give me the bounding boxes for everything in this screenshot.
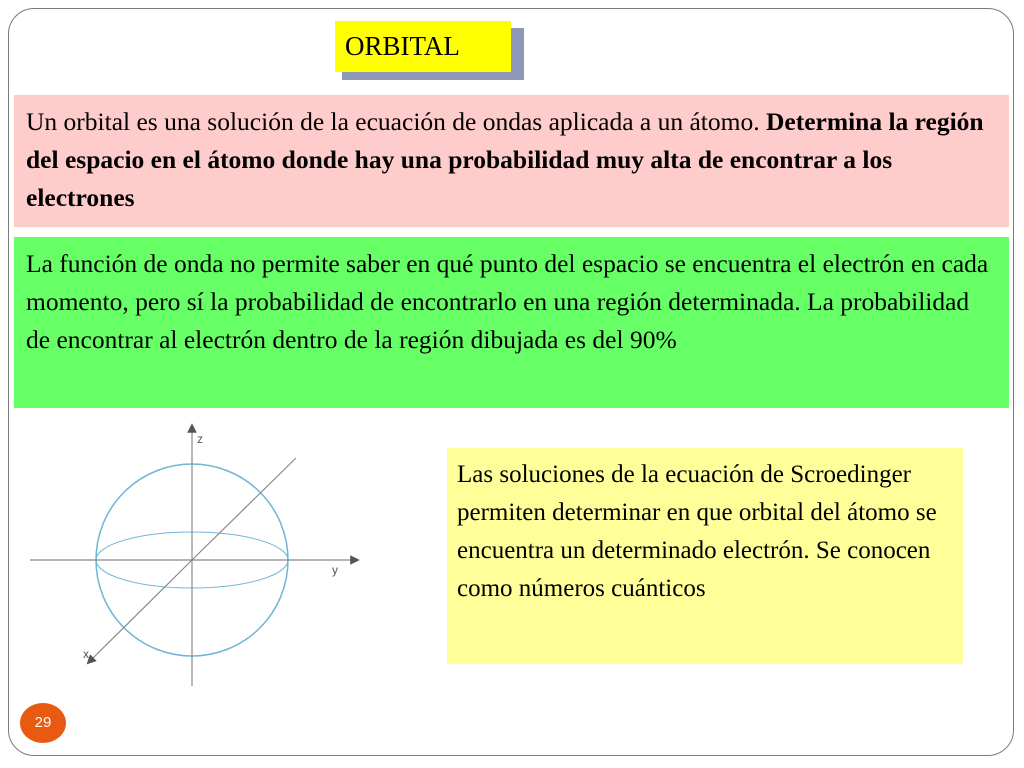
y-axis-label: y	[332, 563, 338, 577]
solutions-box	[447, 448, 963, 664]
x-axis	[90, 560, 192, 661]
page-number-badge: 29	[20, 703, 66, 743]
solutions-text: Las soluciones de la ecuación de Scroedinger permiten determinar en que orbital del átomo se encuentra un determinado electrón. Se conocen como números cuánticos	[457, 461, 937, 602]
definition-box	[14, 95, 1009, 227]
definition-text: Un orbital es una solución de la ecuación de ondas aplicada a un átomo.	[26, 107, 766, 136]
definition-bold-text: Determina la región del espacio en el átomo donde hay una probabilidad muy alta de encontrar a los electrones	[26, 107, 984, 212]
slide-title: ORBITAL	[335, 21, 511, 72]
wave-function-box	[14, 237, 1009, 408]
orbital-sphere-diagram	[20, 418, 370, 693]
wave-function-text: La función de onda no permite saber en qué punto del espacio se encuentra el electrón en cada momento, pero sí la probabilidad de encontrarlo en una región determinada. La probabilidad de encontrar al electrón dentro de la región dibujada es del 90%	[26, 249, 989, 354]
x-axis-label: x	[83, 647, 89, 661]
z-axis-label: z	[197, 432, 203, 446]
x-axis-back	[192, 458, 296, 560]
